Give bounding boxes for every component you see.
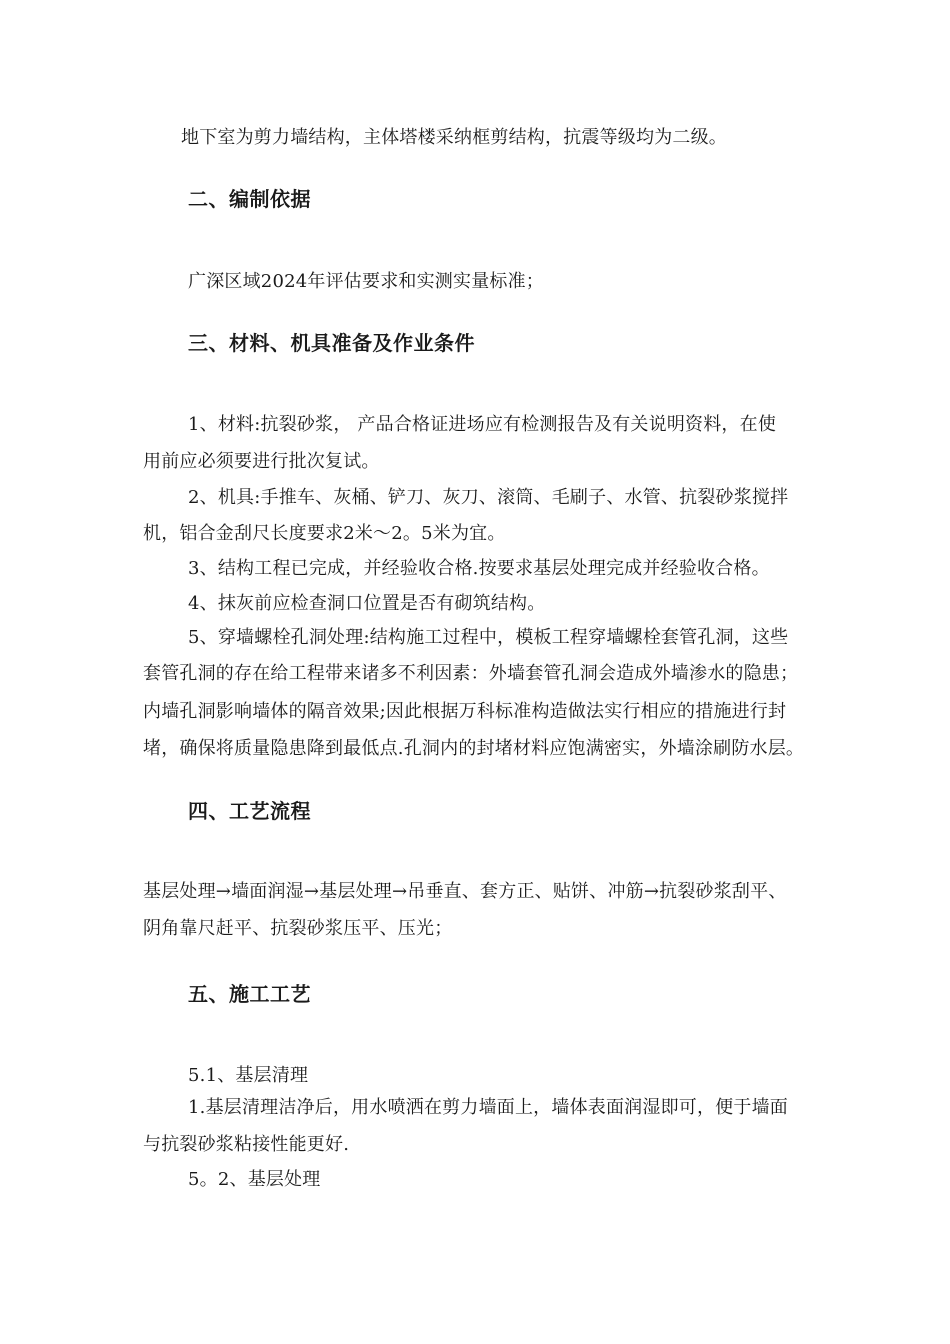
prep-item-4: 4、抹灰前应检查洞口位置是否有砌筑结构。 (188, 593, 546, 614)
section-heading-construction: 五、施工工艺 (188, 982, 311, 1006)
prep-item-5-line-2: 套管孔洞的存在给工程带来诸多不利因素：外墙套管孔洞会造成外墙渗水的隐患； (143, 663, 799, 684)
section-heading-preparation: 三、材料、机具准备及作业条件 (188, 331, 475, 355)
prep-item-5-line-4: 堵，确保将质量隐患降到最低点.孔洞内的封堵材料应饱满密实，外墙涂刷防水层。 (143, 738, 805, 759)
prep-item-1-line-2: 用前应必须要进行批次复试。 (143, 451, 380, 472)
prep-item-5-line-3: 内墙孔洞影响墙体的隔音效果;因此根据万科标准构造做法实行相应的措施进行封 (143, 701, 787, 722)
cleaning-item-line-2: 与抗裂砂浆粘接性能更好. (143, 1134, 350, 1155)
section-heading-process-flow: 四、工艺流程 (188, 799, 311, 823)
prep-item-5-line-1: 5、穿墙螺栓孔洞处理:结构施工过程中，模板工程穿墙螺栓套管孔洞，这些 (188, 627, 789, 648)
prep-item-2-line-2: 机，铝合金刮尺长度要求2米～2。5米为宜。 (143, 523, 506, 544)
prep-item-2-line-1: 2、机具:手推车、灰桶、铲刀、灰刀、滚筒、毛刷子、水管、抗裂砂浆搅拌 (188, 487, 789, 508)
subsection-heading-5-1: 5.1、基层清理 (188, 1065, 309, 1086)
prep-item-1-line-1: 1、材料:抗裂砂浆， 产品合格证进场应有检测报告及有关说明资料，在使 (188, 414, 777, 435)
process-flow-line-2: 阴角靠尺赶平、抗裂砂浆压平、压光； (143, 918, 453, 939)
cleaning-item-line-1: 1.基层清理洁净后，用水喷洒在剪力墙面上，墙体表面润湿即可，便于墙面 (188, 1097, 788, 1118)
section-heading-basis: 二、编制依据 (188, 187, 311, 211)
process-flow-line-1: 基层处理→墙面润湿→基层处理→吊垂直、套方正、贴饼、冲筋→抗裂砂浆刮平、 (143, 881, 787, 902)
prep-item-3: 3、结构工程已完成，并经验收合格.按要求基层处理完成并经验收合格。 (188, 558, 770, 579)
intro-paragraph: 地下室为剪力墙结构，主体塔楼采纳框剪结构，抗震等级均为二级。 (181, 127, 727, 148)
subsection-heading-5-2: 5。2、基层处理 (188, 1169, 321, 1190)
basis-paragraph: 广深区域2024年评估要求和实测实量标准； (188, 271, 545, 292)
